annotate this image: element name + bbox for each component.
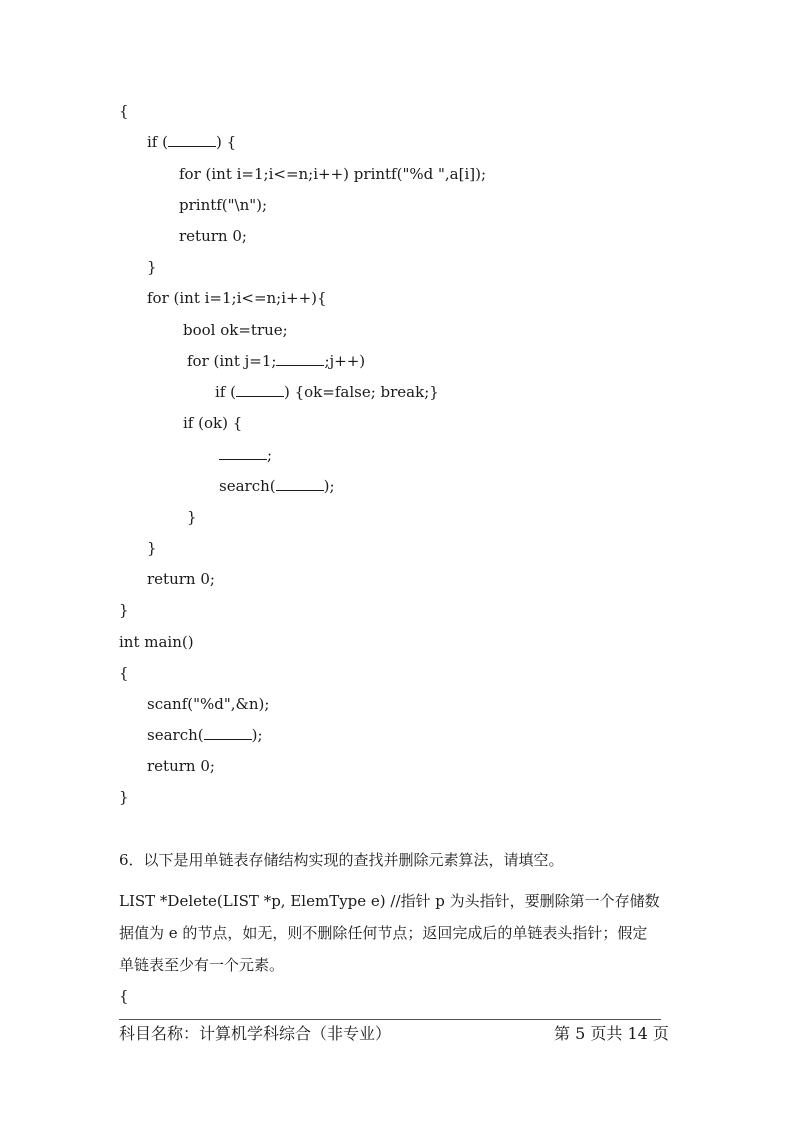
fill-blank[interactable]: [204, 725, 252, 740]
code-line: [219, 476, 335, 496]
code-text: scanf("%d",&n);: [147, 695, 270, 713]
code-text: ) {: [215, 133, 237, 151]
code-text: );: [323, 477, 335, 495]
footer-page-number: 第 5 页共 14 页: [554, 1024, 669, 1043]
code-text: search(: [147, 726, 204, 744]
code-line: [147, 132, 236, 152]
fill-blank[interactable]: [236, 382, 284, 397]
code-text: }: [147, 258, 157, 276]
code-line: [147, 538, 157, 558]
code-text: for (int j=1;: [187, 352, 277, 370]
code-text: return 0;: [147, 570, 215, 588]
code-line: [147, 694, 269, 714]
code-text: {: [119, 102, 129, 120]
code-line: [187, 351, 365, 371]
code-text: }: [119, 601, 129, 619]
fill-blank[interactable]: [219, 445, 267, 460]
code-text: for (int i=1;i<=n;i++) printf("%d ",a[i]);: [179, 165, 486, 183]
code-text: return 0;: [179, 227, 247, 245]
question-desc-line: LIST *Delete(LIST *p, ElemType e) //指针 p 为头指针，要删除第一个存储数: [119, 892, 660, 910]
code-text: if (: [215, 383, 236, 401]
code-text: int main(): [119, 633, 194, 651]
code-line: [119, 632, 194, 652]
fill-blank[interactable]: [276, 351, 324, 366]
footer-divider: [119, 1019, 661, 1020]
code-line: [183, 320, 288, 340]
code-line: [179, 164, 486, 184]
code-line: [119, 787, 129, 807]
code-line: [147, 756, 215, 776]
code-text: ) {ok=false; break;}: [283, 383, 439, 401]
code-line: [179, 226, 247, 246]
code-line: [119, 600, 129, 620]
code-line: [183, 413, 242, 433]
code-line: [215, 382, 439, 402]
code-text: bool ok=true;: [183, 321, 288, 339]
code-text: }: [147, 539, 157, 557]
code-text: ;: [267, 446, 273, 464]
code-text: }: [187, 508, 197, 526]
code-text: printf("\n");: [179, 196, 268, 214]
code-line: [119, 101, 129, 121]
code-line: [179, 195, 267, 215]
code-line: [147, 288, 327, 308]
code-text: if (ok) {: [183, 414, 243, 432]
code-text: );: [251, 726, 263, 744]
code-line: [219, 445, 272, 465]
code-line: [147, 257, 157, 277]
code-brace: {: [119, 987, 129, 1005]
code-text: }: [119, 788, 129, 806]
code-text: search(: [219, 477, 276, 495]
fill-blank[interactable]: [276, 476, 324, 491]
fill-blank[interactable]: [168, 132, 216, 147]
code-line: [187, 507, 197, 527]
code-line: [147, 569, 215, 589]
code-text: ;j++): [324, 352, 366, 370]
code-line: [119, 663, 129, 683]
footer-subject: 科目名称：计算机学科综合（非专业）: [119, 1024, 392, 1043]
question-title: 6．以下是用单链表存储结构实现的查找并删除元素算法，请填空。: [119, 851, 564, 869]
question-desc-line: 单链表至少有一个元素。: [119, 956, 285, 974]
code-text: for (int i=1;i<=n;i++){: [147, 289, 327, 307]
code-text: if (: [147, 133, 168, 151]
code-text: return 0;: [147, 757, 215, 775]
code-line: [147, 725, 263, 745]
question-desc-line: 据值为 e 的节点，如无，则不删除任何节点；返回完成后的单链表头指针；假定: [119, 924, 648, 942]
code-text: {: [119, 664, 129, 682]
